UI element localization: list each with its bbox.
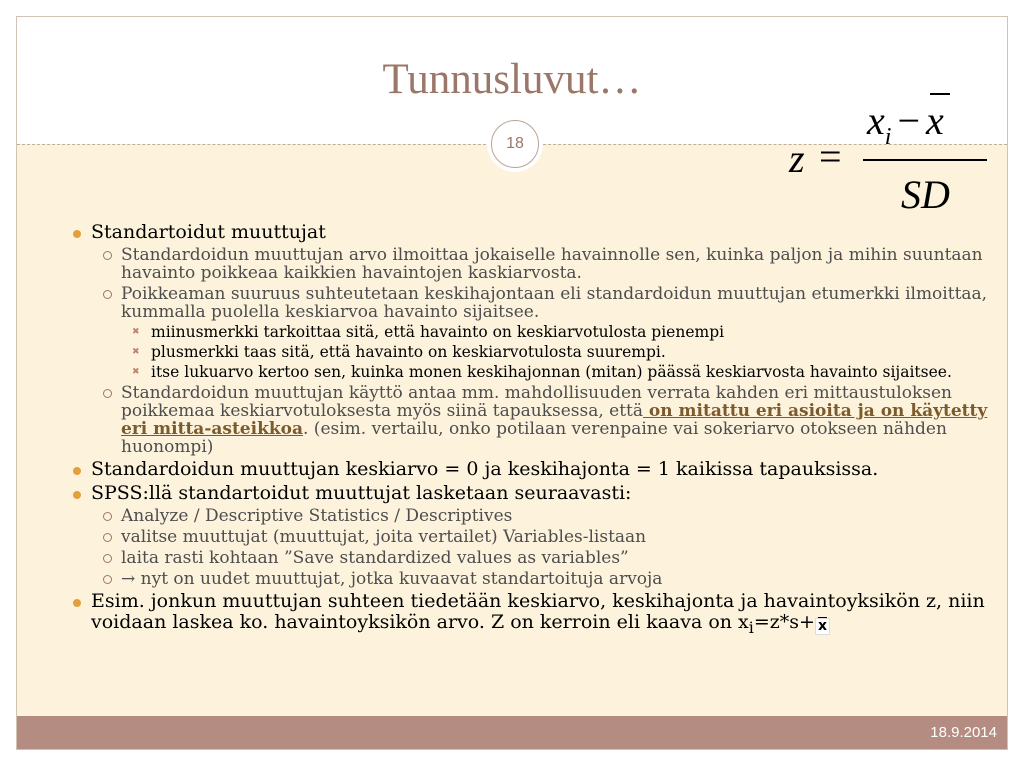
- formula-subscript-i: i: [884, 124, 892, 150]
- sub-bullet-arvo: Standardoidun muuttujan arvo ilmoittaa jokaiselle havainnolle sen, kuinka paljon ja mihin suuntaan havainto poikkeaa kaikkien havaintojen kaskiarvosta.: [61, 246, 991, 282]
- sub-sub-bullet-plus: ✖ plusmerkki taas sitä, että havainto on keskiarvotulosta suurempi.: [61, 344, 991, 361]
- slide-title: Tunnusluvut…: [382, 56, 642, 103]
- formula-xbar-letter: x: [926, 98, 944, 143]
- formula-numerator: [867, 97, 944, 150]
- bullet-esim: [61, 591, 991, 638]
- footer-date: 18.9.2014: [930, 724, 997, 741]
- kaytto-link[interactable]: on mitattu eri asioita ja on käytetty eri mitta-asteikkoa: [121, 401, 988, 439]
- xbar-symbol: $\overline{x}$: [815, 618, 830, 635]
- sub-bullet-poikkeama: Poikkeaman suuruus suhteutetaan keskihajontaan eli standardoidun muuttujan etumerkki ilmoittaa, kummalla puolella keskiarvoa havainto sijaitsee.: [61, 285, 991, 321]
- bullet-spss: SPSS:llä standartoidut muuttujat lasketaan seuraavasti:: [61, 483, 991, 504]
- formula-z: z: [789, 136, 805, 181]
- slide-number-badge: [487, 116, 543, 172]
- bullet-standartoidut: Standartoidut muuttujat: [61, 222, 991, 243]
- z-score-formula: [789, 87, 999, 217]
- sub-bullet-uudet: → nyt on uudet muuttujat, jotka kuvaavat standartoituja arvoja: [61, 570, 991, 588]
- kaytto-text-post: . (esim. vertailu, onko potilaan verenpaine vai sokeriarvo otokseen nähden huonompi): [121, 419, 947, 457]
- sub-sub-bullet-miinus: ✖ miinusmerkki tarkoittaa sitä, että havainto on keskiarvotulosta pienempi: [61, 324, 991, 341]
- footer-bar: [17, 716, 1007, 749]
- formula-xbar: [926, 97, 944, 144]
- esim-mid: =z*s+: [753, 611, 815, 633]
- formula-minus: −: [897, 98, 920, 143]
- formula-xi: x: [867, 98, 885, 143]
- bullet-content: [61, 219, 991, 638]
- formula-denominator: SD: [901, 172, 950, 217]
- sub-bullet-valitse: valitse muuttujat (muuttujat, joita vertailet) Variables-listaan: [61, 528, 991, 546]
- sub-bullet-kaytto: [61, 384, 991, 456]
- sub-bullet-rasti: laita rasti kohtaan ”Save standardized values as variables”: [61, 549, 991, 567]
- bullet-keskiarvo: Standardoidun muuttujan keskiarvo = 0 ja keskihajonta = 1 kaikissa tapauksissa.: [61, 459, 991, 480]
- sub-bullet-analyze: Analyze / Descriptive Statistics / Descriptives: [61, 507, 991, 525]
- sub-sub-bullet-lukuarvo: ✖ itse lukuarvo kertoo sen, kuinka monen keskihajonnan (mitan) päässä keskiarvosta havainto sijaitsee.: [61, 364, 991, 381]
- formula-overbar: [930, 93, 950, 95]
- esim-subscript: i: [748, 617, 754, 637]
- slide-number: 18: [491, 120, 539, 168]
- slide: [16, 16, 1008, 750]
- formula-fraction-line: [863, 159, 987, 161]
- formula-equals: =: [819, 134, 842, 179]
- esim-text: Esim. jonkun muuttujan suhteen tiedetään keskiarvo, keskihajonta ja havaintoyksikön z, niin voidaan laskea ko. havaintoyksikön arvo. Z on kerroin eli kaava on x: [91, 590, 985, 633]
- kaytto-text: Standardoidun muuttujan käyttö antaa mm. mahdollisuuden verrata kahden eri mittaustuloksen poikkemaa keskiarvotuloksesta myös siinä tapauksessa, että: [121, 383, 953, 421]
